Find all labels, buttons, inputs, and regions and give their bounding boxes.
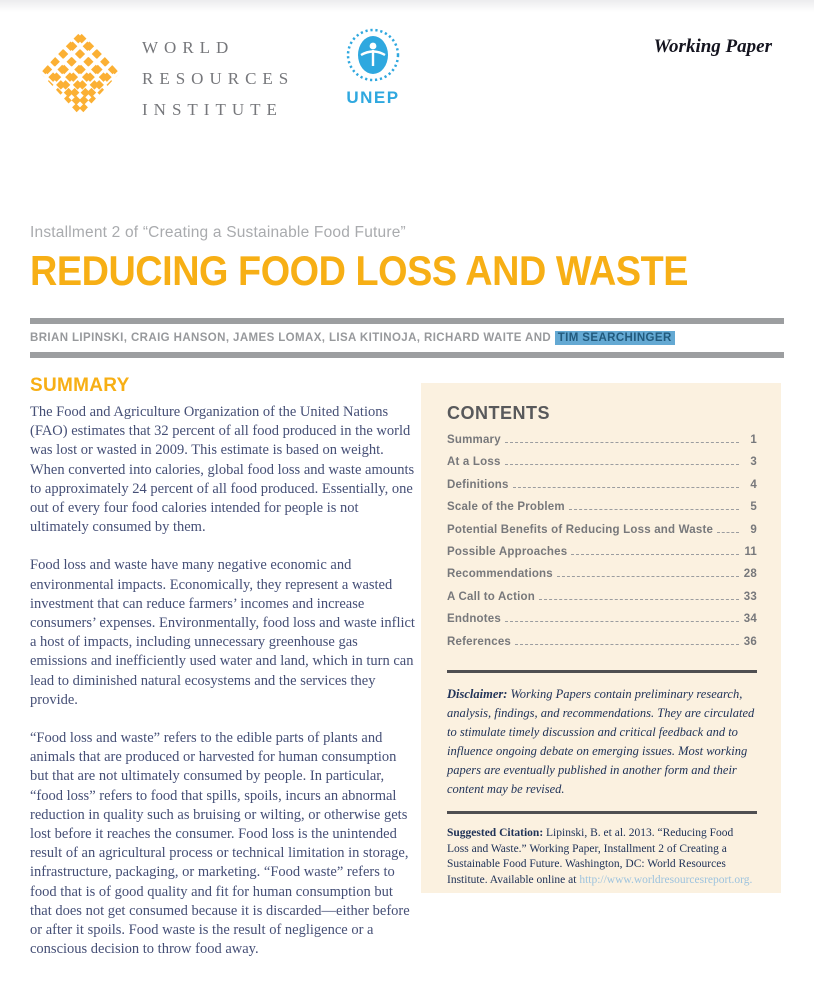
author-highlighted: TIM SEARCHINGER: [555, 331, 675, 345]
toc-label: Definitions: [447, 478, 509, 491]
toc-label: References: [447, 635, 512, 648]
toc-leader: [539, 599, 739, 600]
page-top-edge: [0, 0, 814, 12]
summary-heading: SUMMARY: [30, 375, 130, 396]
unep-emblem-icon: [345, 26, 401, 86]
contents-panel: [421, 383, 781, 893]
toc-page-number: 5: [750, 501, 757, 514]
summary-paragraph-2: Food loss and waste have many negative economic and environmental impacts. Economically, they represent a wasted investment that can reduce farmers’ incomes and increase consumers’ expenses. Environmentally, food loss and waste inflict a host of impacts, including unnecessary greenhouse gas emissions and inefficiently used water and land, which in turn can lead to diminished natural ecosystems and the services they provide.: [30, 557, 415, 708]
wri-logo-icon: [38, 28, 122, 118]
unep-wordmark: UNEP: [346, 88, 400, 107]
toc-leader: [571, 554, 739, 555]
toc-leader: [505, 621, 739, 622]
toc-label: Endnotes: [447, 613, 501, 626]
toc-entry-possible-approaches[interactable]: [447, 546, 757, 568]
toc-label: Possible Approaches: [447, 545, 568, 558]
toc-entry-a-call-to-action[interactable]: [447, 591, 757, 613]
toc-entry-references[interactable]: [447, 636, 757, 658]
divider-above-authors: [30, 318, 784, 324]
disclaimer-note: [447, 685, 757, 799]
toc-label: Recommendations: [447, 568, 553, 581]
installment-subtitle: Installment 2 of “Creating a Sustainable Food Future”: [30, 224, 406, 241]
toc-label: Scale of the Problem: [447, 501, 565, 514]
authors-list: BRIAN LIPINSKI, CRAIG HANSON, JAMES LOMAX, LISA KITINOJA, RICHARD WAITE AND: [30, 332, 555, 344]
toc-page-number: 36: [743, 635, 757, 648]
toc-entry-summary[interactable]: [447, 434, 757, 456]
working-paper-label: Working Paper: [653, 36, 772, 57]
toc-leader: [569, 509, 739, 510]
toc-label: Summary: [447, 434, 501, 446]
toc-page-number: 11: [744, 545, 757, 558]
toc-entry-recommendations[interactable]: [447, 568, 757, 590]
summary-paragraph-1: The Food and Agriculture Organization of the United Nations (FAO) estimates that 32 percent of all food produced in the world was lost or wasted in 2009. This estimate is based on weight. When converted into calories, global food loss and waste amounts to approximately 24 percent of all food produced. Essentially, one out of every four food calories intended for people is not ultimately consumed by them.: [30, 404, 415, 536]
wri-wordmark-line-2: RESOURCES: [142, 69, 295, 88]
wri-wordmark: [142, 32, 294, 125]
disclaimer-label: Disclaimer:: [447, 686, 511, 701]
divider-above-disclaimer: [447, 670, 757, 673]
disclaimer-text: Working Papers contain preliminary research, analysis, findings, and recommendations. They are circulated to stimulate timely discussion and critical feedback and to influence ongoing debate on emerging issues. Most working papers are eventually published in another form and their content may be revised.: [447, 686, 755, 796]
toc-leader: [505, 464, 739, 465]
wri-wordmark-line-1: WORLD: [142, 38, 235, 57]
toc-page-number: 34: [743, 613, 757, 626]
toc-label: A Call to Action: [447, 590, 535, 603]
toc-entry-definitions[interactable]: [447, 479, 757, 501]
unep-logo: [343, 26, 403, 108]
divider-above-citation: [447, 811, 757, 814]
toc-page-number: 28: [743, 568, 757, 581]
toc-page-number: 1: [750, 434, 757, 446]
toc-leader: [513, 487, 739, 488]
summary-body: [30, 403, 418, 978]
citation-text: Lipinski, B. et al. 2013. “Reducing Food Loss and Waste.” Working Paper, Installment 2 of Creating a Sustainable Food Future. Washington, DC: World Resources Institute. Available online at: [447, 826, 734, 886]
toc-leader: [557, 576, 739, 577]
toc-entry-endnotes[interactable]: [447, 613, 757, 635]
toc-page-number: 4: [750, 478, 757, 491]
toc-page-number: 3: [750, 456, 757, 469]
divider-below-authors: [30, 352, 784, 358]
suggested-citation: [447, 826, 757, 888]
wri-wordmark-line-3: INSTITUTE: [142, 100, 283, 119]
page-title: REDUCING FOOD LOSS AND WASTE: [30, 247, 689, 294]
toc-entry-scale-of-the-problem[interactable]: [447, 501, 757, 523]
toc-page-number: 33: [743, 590, 757, 603]
toc-entry-at-a-loss[interactable]: [447, 456, 757, 478]
authors-line: [30, 332, 790, 344]
toc-leader: [505, 442, 739, 443]
citation-url-link[interactable]: http://www.worldresourcesreport.org.: [579, 873, 753, 886]
toc-leader: [717, 532, 739, 533]
summary-paragraph-3: “Food loss and waste” refers to the edible parts of plants and animals that are produced or harvested for human consumption but that are not ultimately consumed by people. In particular, “food loss” refers to food that spills, spoils, incurs an abnormal reduction in quality such as bruising or wilting, or otherwise gets lost before it reaches the consumer. Food loss is the unintended result of an agricultural process or technical limitation in storage, infrastructure, packaging, or marketing. “Food waste” refers to food that is of good quality and fit for human consumption but that does not get consumed because it is discarded—either before or after it spoils. Food waste is the result of negligence or a conscious decision to throw food away.: [30, 730, 410, 958]
citation-label: Suggested Citation:: [447, 826, 547, 839]
toc-leader: [515, 644, 739, 645]
toc-label: At a Loss: [447, 456, 501, 469]
toc-page-number: 9: [750, 523, 757, 536]
toc-label: Potential Benefits of Reducing Loss and Waste: [447, 523, 714, 536]
contents-heading: CONTENTS: [447, 403, 550, 423]
toc-entry-potential-benefits[interactable]: [447, 524, 757, 546]
